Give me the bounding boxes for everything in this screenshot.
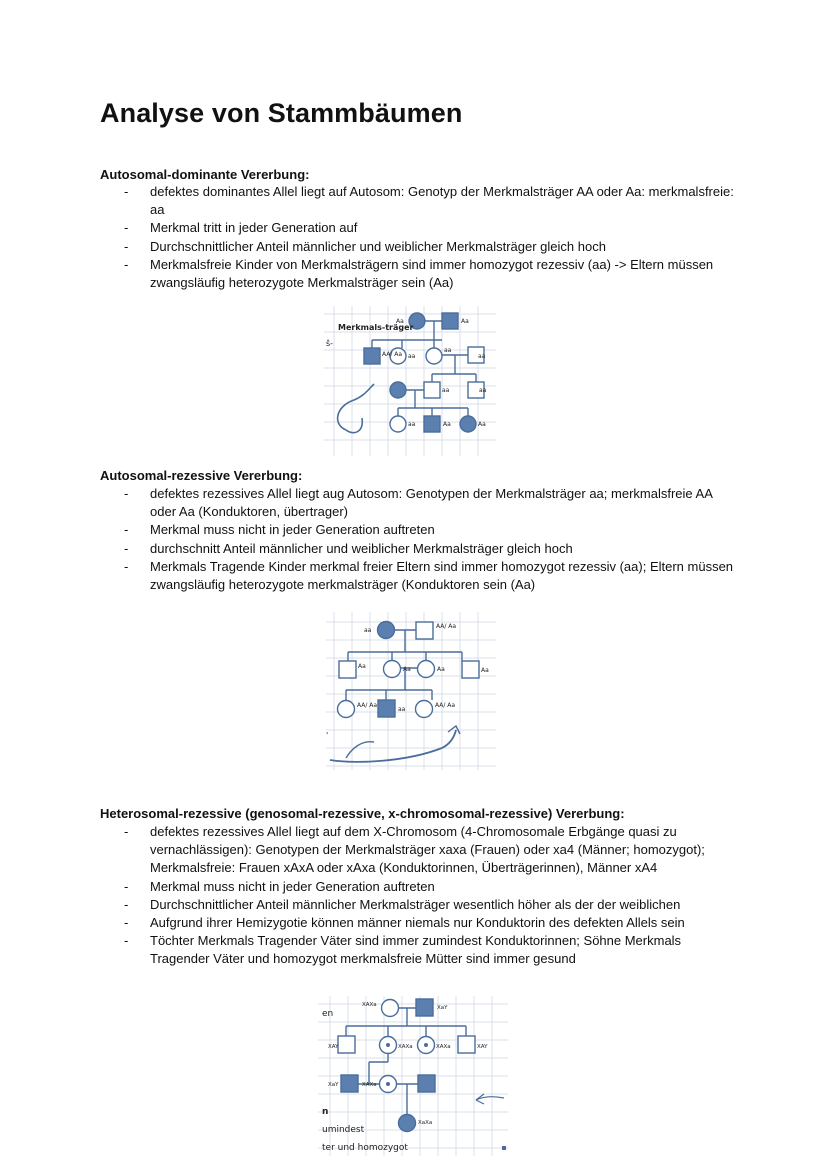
svg-text:Aa: Aa [403,666,411,673]
bullet-dash: - [124,896,129,912]
svg-text:': ' [326,731,329,740]
list-item: - Aufgrund ihrer Hemizygotie können männer niemals nur Konduktorin des defekten Allels sein [100,914,740,932]
bullet-dash: - [124,824,129,839]
svg-text:Aa: Aa [437,666,445,673]
pedigree-autosomal-recessive [326,612,496,770]
section-heading-autosomal-dominant: Autosomal-dominante Vererbung: [100,167,310,182]
bullet-dash: - [124,558,129,574]
svg-text:aa: aa [398,706,406,713]
svg-text:XaY: XaY [328,1082,339,1088]
list-item: - defektes rezessives Allel liegt auf dem X-Chromosom (4-Chromosomale Erbgänge quasi zu vernachlässigen): Genotypen der Merkmalsträger xaxa (Frauen) oder xa4 (Männer; homozygot); Merkmalsfreie: Frauen xAxA oder xAxa (Konduktorinnen, Überträgerinnen), Männer xA4 [124,824,705,876]
bullet-list-autosomal-recessive [100,485,740,594]
svg-text:Aa: Aa [358,663,366,670]
svg-text:Aa: Aa [443,421,451,428]
bullet-dash: - [124,915,129,931]
bullet-dash: - [124,256,129,272]
svg-text:Aa: Aa [481,667,489,674]
list-item: - Durchschnittlicher Anteil männlicher Merkmalsträger wesentlich höher als der der weiblichen [100,896,740,914]
list-item: - Durchschnittlicher Anteil männlicher und weiblicher Merkmalsträger gleich hoch [100,238,740,256]
list-item: - durchschnitt Anteil männlicher und weiblicher Merkmalsträger gleich hoch [100,540,740,558]
svg-text:XAY: XAY [477,1044,488,1050]
page-title: Analyse von Stammbäumen [100,98,463,128]
list-item: - Merkmalsfreie Kinder von Merkmalsträgern sind immer homozygot rezessiv (aa) -> Eltern müssen zwangsläufig heterozygote Merkmalsträger sein (Aa) [124,256,714,291]
svg-text:aa: aa [408,421,416,428]
svg-text:XaY: XaY [437,1005,448,1011]
bullet-dash: - [124,220,129,236]
pedigree-x-linked-recessive [318,996,508,1156]
svg-text:XAXa: XAXa [398,1044,413,1050]
list-item: - Merkmal muss nicht in jeder Generation auftreten [100,878,740,896]
bullet-dash: - [124,933,129,949]
svg-text:AA/ Aa: AA/ Aa [435,702,456,709]
pedigree-autosomal-dominant [324,306,496,456]
list-item: - defektes rezessives Allel liegt aug Autosom: Genotypen der Merkmalsträger aa; merkmalsfreie AA oder Aa (Konduktoren, übertrager) [124,486,713,520]
svg-text:AA/ Aa: AA/ Aa [357,702,378,709]
bullet-dash: - [124,184,129,199]
svg-text:n: n [322,1107,329,1117]
svg-text:AA/ Aa: AA/ Aa [382,351,403,358]
list-item: - Merkmal tritt in jeder Generation auf [100,219,740,237]
svg-text:XAXa: XAXa [362,1082,377,1088]
section-heading-x-linked-recessive: Heterosomal-rezessive (genosomal-rezessive, x-chromosomal-rezessive) Vererbung: [100,806,625,821]
svg-text:Aa: Aa [396,318,404,325]
bullet-list-autosomal-dominant [100,183,740,292]
svg-text:ter und homozygot: ter und homozygot [322,1143,408,1153]
note-label: Merkmals-träger [338,323,414,332]
svg-text:ŝ-: ŝ- [326,339,334,348]
list-item: - Merkmal muss nicht in jeder Generation auftreten [100,521,740,539]
bullet-dash: - [124,238,129,254]
bullet-dash: - [124,486,129,501]
svg-text:XAXa: XAXa [362,1002,377,1008]
svg-text:aa: aa [364,627,372,634]
bullet-dash: - [124,540,129,556]
list-item: - defektes dominantes Allel liegt auf Autosom: Genotyp der Merkmalsträger AA oder Aa: merkmalsfreie: aa [124,184,734,218]
list-item: - Merkmals Tragende Kinder merkmal freier Eltern sind immer homozygot rezessiv (aa); Eltern müssen zwangsläufig heterozygote merkmalsträger (Konduktoren sein (Aa) [124,558,734,593]
svg-text:XaXa: XaXa [418,1120,433,1126]
svg-text:Aa: Aa [461,318,469,325]
svg-text:aa: aa [408,353,416,360]
svg-text:XAY: XAY [328,1044,339,1050]
svg-text:umindest: umindest [322,1125,365,1135]
svg-text:Aa: Aa [478,421,486,428]
list-item: - Töchter Merkmals Tragender Väter sind immer zumindest Konduktorinnen; Söhne Merkmals Tragender Väter und homozygot merkmalsfreie Mütter sind immer gesund [124,933,682,967]
bullet-dash: - [124,878,129,894]
svg-text:AA/ Aa: AA/ Aa [436,623,457,630]
svg-text:aa: aa [478,353,486,360]
svg-text:aa: aa [479,387,487,394]
bullet-list-x-linked-recessive [100,823,740,969]
section-heading-autosomal-recessive: Autosomal-rezessive Vererbung: [100,468,303,483]
svg-text:en: en [322,1009,334,1019]
svg-text:aa: aa [444,347,452,354]
svg-text:XAXa: XAXa [436,1044,451,1050]
bullet-dash: - [124,522,129,538]
svg-text:aa: aa [442,387,450,394]
